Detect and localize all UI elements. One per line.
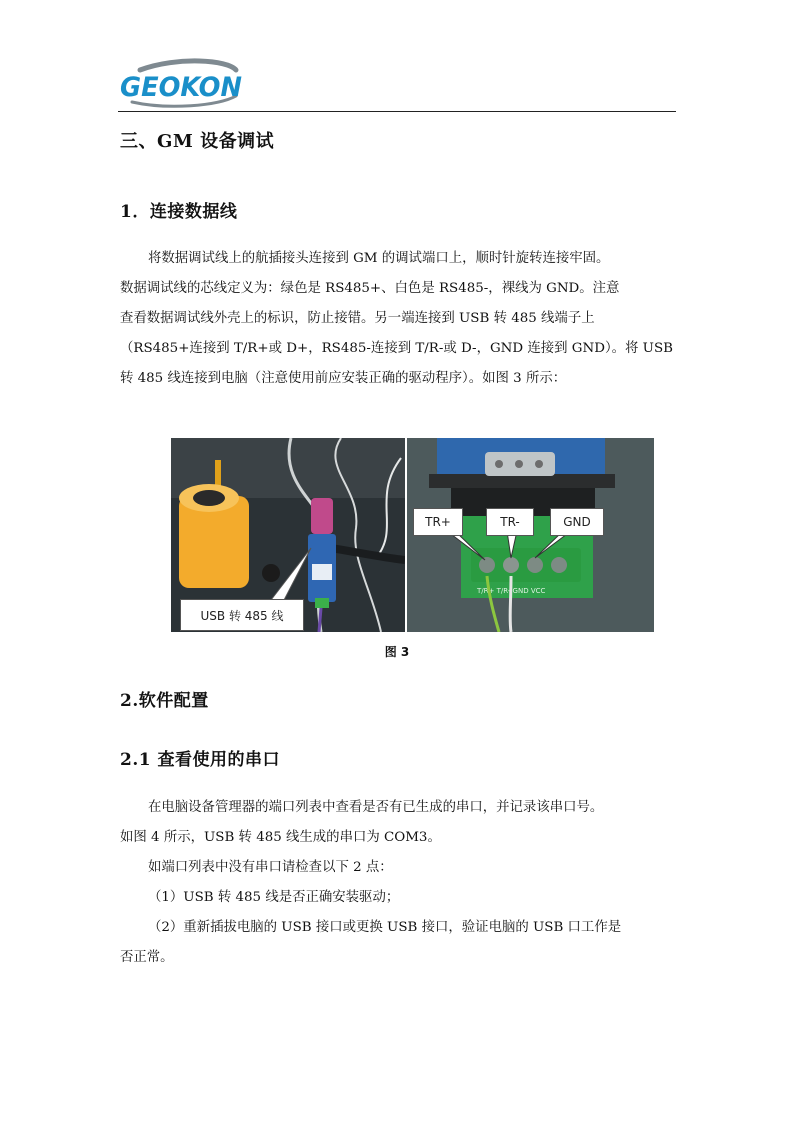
heading-software-config: 2.软件配置 <box>120 691 209 711</box>
text-line: 将数据调试线上的航插接头连接到 GM 的调试端口上，顺时针旋转连接牢固。 <box>148 251 610 266</box>
terminal-print: T/R+ T/R- GND VCC <box>477 587 546 595</box>
label-gnd: GND <box>550 508 604 536</box>
section-title: 三、GM 设备调试 <box>120 131 275 152</box>
label-tr-plus: TR+ <box>413 508 463 536</box>
paragraph-serial-port <box>120 793 680 973</box>
text-line: 转 485 线连接到电脑（注意使用前应安装正确的驱动程序）。如图 3 所示： <box>120 371 567 386</box>
text-line: （RS485+连接到 T/R+或 D+，RS485-连接到 T/R-或 D-，GND 连接到 GND）。将 USB <box>120 341 673 356</box>
figure-caption: 图 3 <box>384 645 410 659</box>
label-tr-minus: TR- <box>486 508 534 536</box>
text-line: 如图 4 所示，USB 转 485 线生成的串口为 COM3。 <box>120 830 441 845</box>
header-rule <box>118 111 676 112</box>
geokon-logo <box>118 58 243 108</box>
callout-usb-485: USB 转 485 线 <box>180 599 304 631</box>
heading-connect-cable: 1．连接数据线 <box>120 202 238 222</box>
text-line: （2）重新插拔电脑的 USB 接口或更换 USB 接口，验证电脑的 USB 口工作是 <box>148 920 622 935</box>
text-line: 查看数据调试线外壳上的标识，防止接错。另一端连接到 USB 转 485 线端子上 <box>120 311 595 326</box>
paragraph-connect-cable <box>120 244 680 394</box>
text-line: 在电脑设备管理器的端口列表中查看是否有已生成的串口，并记录该串口号。 <box>148 800 604 815</box>
text-line: （1）USB 转 485 线是否正确安装驱动； <box>148 890 400 905</box>
heading-check-serial-port: 2.1 查看使用的串口 <box>120 750 280 770</box>
text-line: 数据调试线的芯线定义为：绿色是 RS485+、白色是 RS485-，裸线为 GND。注意 <box>120 281 620 296</box>
text-line: 否正常。 <box>120 950 174 965</box>
text-line: 如端口列表中没有串口请检查以下 2 点： <box>148 860 393 875</box>
logo-text: GEOKON <box>120 72 243 103</box>
